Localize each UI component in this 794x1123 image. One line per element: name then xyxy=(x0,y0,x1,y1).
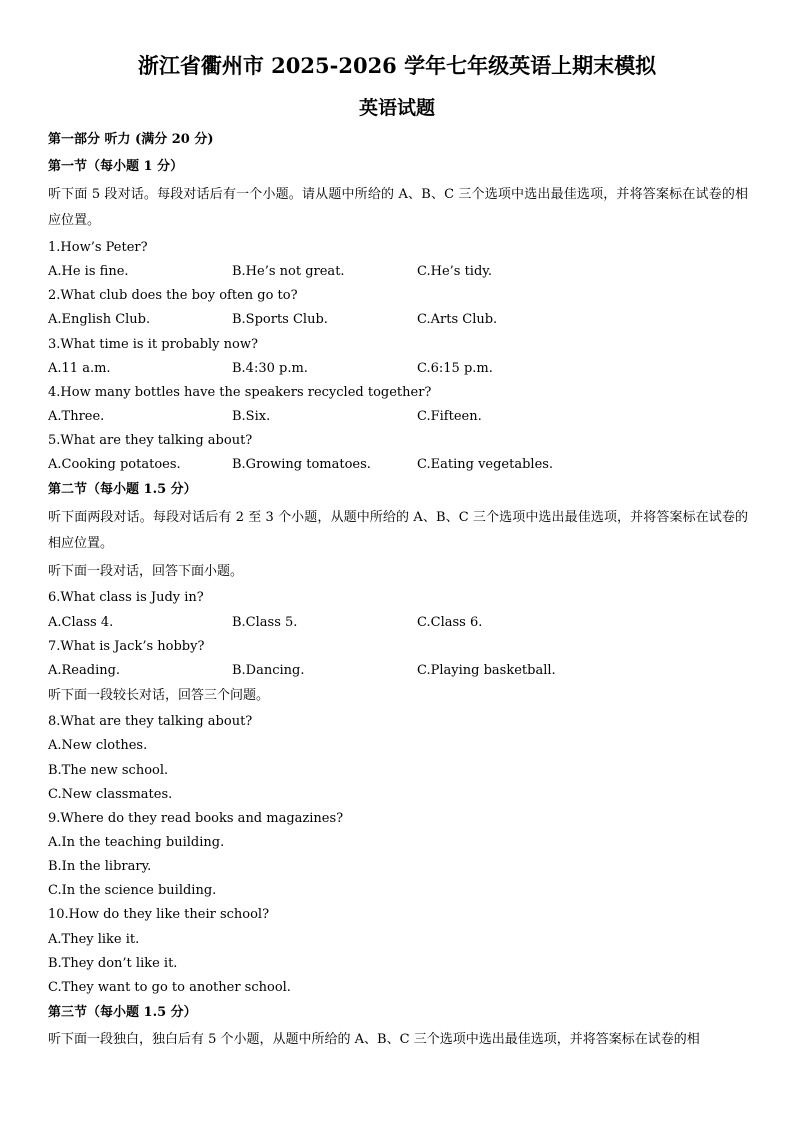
section1-instruction: 听下面 5 段对话。每段对话后有一个小题。请从题中所给的 A、B、C 三个选项中选出最佳选项，并将答案标在试卷的相应位置。 xyxy=(48,187,748,228)
question-4: 4.How many bottles have the speakers recycled together? xyxy=(48,385,432,400)
section3-instruction: 听下面一段独白，独白后有 5 个小题，从题中所给的 A、B、C 三个选项中选出最佳选项，并将答案标在试卷的相 xyxy=(48,1032,700,1047)
section3-heading: 第三节（每小题 1.5 分） xyxy=(48,1005,197,1020)
section1-heading: 第一节（每小题 1 分） xyxy=(48,159,184,174)
question-7: 7.What is Jack’s hobby? xyxy=(48,639,205,654)
q1-option-c: C.He’s tidy. xyxy=(417,264,493,279)
question-10: 10.How do they like their school? xyxy=(48,907,270,922)
q7-option-b: B.Dancing. xyxy=(232,663,305,678)
q10-option-a: A.They like it. xyxy=(48,932,140,947)
question-6: 6.What class is Judy in? xyxy=(48,590,204,605)
q1-option-b: B.He’s not great. xyxy=(232,264,345,279)
question-8: 8.What are they talking about? xyxy=(48,714,253,729)
q9-option-b: B.In the library. xyxy=(48,859,152,874)
q6-option-a: A.Class 4. xyxy=(48,615,114,630)
q9-option-a: A.In the teaching building. xyxy=(48,835,225,850)
q7-option-c: C.Playing basketball. xyxy=(417,663,556,678)
exam-title: 浙江省衢州市 2025-2026 学年七年级英语上期末模拟 xyxy=(137,53,657,78)
q10-option-b: B.They don’t like it. xyxy=(48,956,178,971)
q4-option-c: C.Fifteen. xyxy=(417,409,482,424)
section2-lead-1: 听下面一段对话，回答下面小题。 xyxy=(48,564,244,579)
question-5: 5.What are they talking about? xyxy=(48,433,253,448)
question-2: 2.What club does the boy often go to? xyxy=(48,288,298,303)
q8-option-b: B.The new school. xyxy=(48,763,169,778)
q9-option-c: C.In the science building. xyxy=(48,883,217,898)
q2-option-c: C.Arts Club. xyxy=(417,312,498,327)
q2-option-a: A.English Club. xyxy=(48,312,151,327)
section2-instruction: 听下面两段对话。每段对话后有 2 至 3 个小题，从题中所给的 A、B、C 三个选项中选出最佳选项，并将答案标在试卷的相应位置。 xyxy=(48,510,748,551)
q6-option-b: B.Class 5. xyxy=(232,615,298,630)
section2-heading: 第二节（每小题 1.5 分） xyxy=(48,482,197,497)
section2-lead-2: 听下面一段较长对话，回答三个问题。 xyxy=(48,688,270,703)
q6-option-c: C.Class 6. xyxy=(417,615,483,630)
question-1: 1.How’s Peter? xyxy=(48,240,148,255)
q3-option-c: C.6:15 p.m. xyxy=(417,361,493,376)
q8-option-c: C.New classmates. xyxy=(48,787,173,802)
q5-option-b: B.Growing tomatoes. xyxy=(232,457,371,472)
q10-option-c: C.They want to go to another school. xyxy=(48,980,291,995)
question-9: 9.Where do they read books and magazines? xyxy=(48,811,344,826)
q1-option-a: A.He is fine. xyxy=(48,264,129,279)
q4-option-b: B.Six. xyxy=(232,409,271,424)
part-heading: 第一部分 听力 (满分 20 分) xyxy=(48,132,214,147)
q2-option-b: B.Sports Club. xyxy=(232,312,328,327)
q5-option-c: C.Eating vegetables. xyxy=(417,457,554,472)
q8-option-a: A.New clothes. xyxy=(48,738,148,753)
q7-option-a: A.Reading. xyxy=(48,663,121,678)
exam-subtitle: 英语试题 xyxy=(358,97,435,119)
q4-option-a: A.Three. xyxy=(48,409,105,424)
q3-option-a: A.11 a.m. xyxy=(48,361,111,376)
question-3: 3.What time is it probably now? xyxy=(48,337,258,352)
q3-option-b: B.4:30 p.m. xyxy=(232,361,308,376)
q5-option-a: A.Cooking potatoes. xyxy=(48,457,181,472)
